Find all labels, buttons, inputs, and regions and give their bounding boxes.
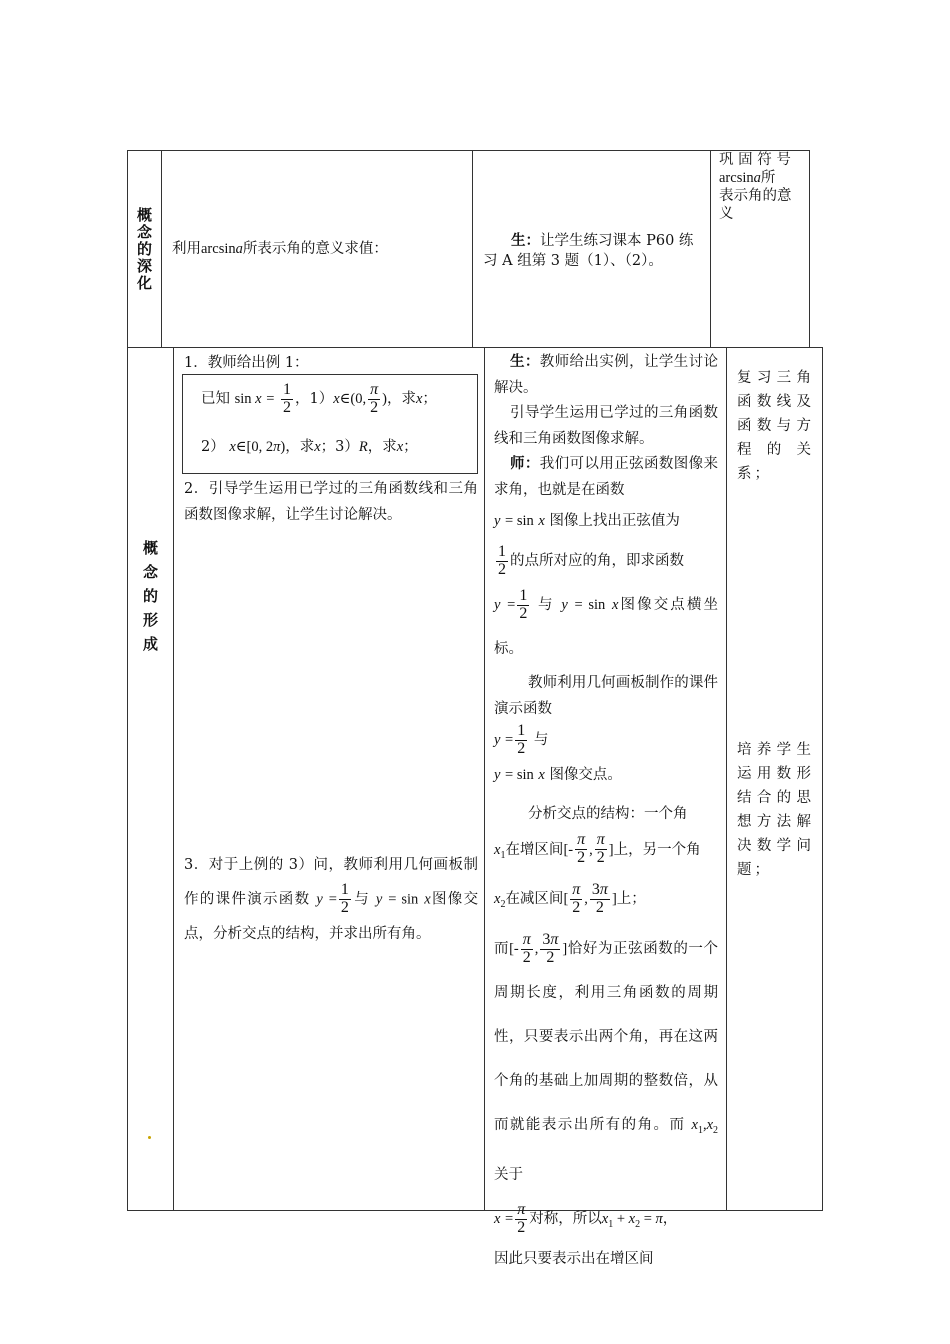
purpose-cell-deepening (710, 150, 810, 348)
example-line-1: 已知 sin x = $\frac{1}{2}$ ，1）x∈(0, $\frac{\pi}{2}$ )，求x； (201, 380, 437, 416)
example-line-2: 2） x∈[0, 2π)，求x；3）R，求x； (201, 439, 418, 455)
fraction-one-half: $\frac{1}{2}$ (283, 380, 291, 416)
stage-label-deepening: 概念的深化 (135, 206, 153, 292)
content-cell-formation (173, 347, 485, 1211)
decorative-dot (148, 1136, 151, 1139)
purpose-2: 培养学生运用数形结合的思想方法解决数学问题； (737, 742, 814, 878)
activity-text-deepening: 生：让学生练习课本 P60 练习 A 组第 3 题（1）、（2）。 (483, 233, 694, 269)
stage-cell-deepening (127, 150, 162, 348)
example-box (182, 374, 478, 474)
stage-cell-formation (127, 347, 174, 1211)
item-2: 2．引导学生运用已学过的三角函数线和三角函数图像求解，让学生讨论解决。 (184, 481, 478, 523)
item-1: 1．教师给出例 1： (184, 355, 309, 371)
content-text-deepening: 利用arcsina所表示角的意义求值： (172, 241, 388, 257)
stage-label-formation: 概念的形成 (141, 540, 159, 660)
purpose-1: 复习三角函数线及函数与方程的关系； (737, 370, 814, 482)
item-3: 3．对于上例的 3）问，教师利用几何画板制作的课件演示函数 y = $\frac{1}{2}$ 与 y = sin x图像交点，分析交点的结构，并求出所有角。 (184, 857, 479, 942)
activity-cell-deepening (472, 150, 711, 348)
content-cell-deepening (161, 150, 473, 348)
activity-text-formation: 生：教师给出实例，让学生讨论解决。 引导学生运用已学过的三角函数线和三角函数图像求解。 师：我们可以用正弦函数图像来求角，也就是在函数 y = sin x 图像上找出正弦值为 $\frac{1}{2}$ 的点所对应的角，即求函数 y = $\frac{1}{2}$ 与 y = sin x图像交点横坐标。 教师利用几何画板制作的课件演示函数 y = $\frac{1}{2}$ 与 y = sin x 图像交点。 分析交点的结构：一个角 $x_1$在增区间[- $\frac{\pi}{2}$ , $\frac{\pi}{2}$ ]上，另一个角 $x_2$在减区间[ $\frac{\pi}{2}$ , $\frac{3\pi}{2}$ ]上； 而[- $\frac{\pi}{2}$ , $\frac{3\pi}{2}$ ]恰好为正弦函数的一个周期长度，利用三角函数的周期性，只要表示出两个角，再在这两个角的基础上加周期的整数倍，从而就能表示出所有的角。而 $x_1,x_2$ 关于 x = $\frac{\pi}{2}$ 对称，所以$x_1 + x_2 = \pi$， 因此只要表示出在增区间 (494, 354, 719, 1268)
purpose-cell-formation (726, 347, 823, 1211)
purpose-text-deepening: 巩 固 符 号 arcsina所 表示角的意义 (719, 152, 792, 222)
activity-cell-formation (484, 347, 727, 1268)
